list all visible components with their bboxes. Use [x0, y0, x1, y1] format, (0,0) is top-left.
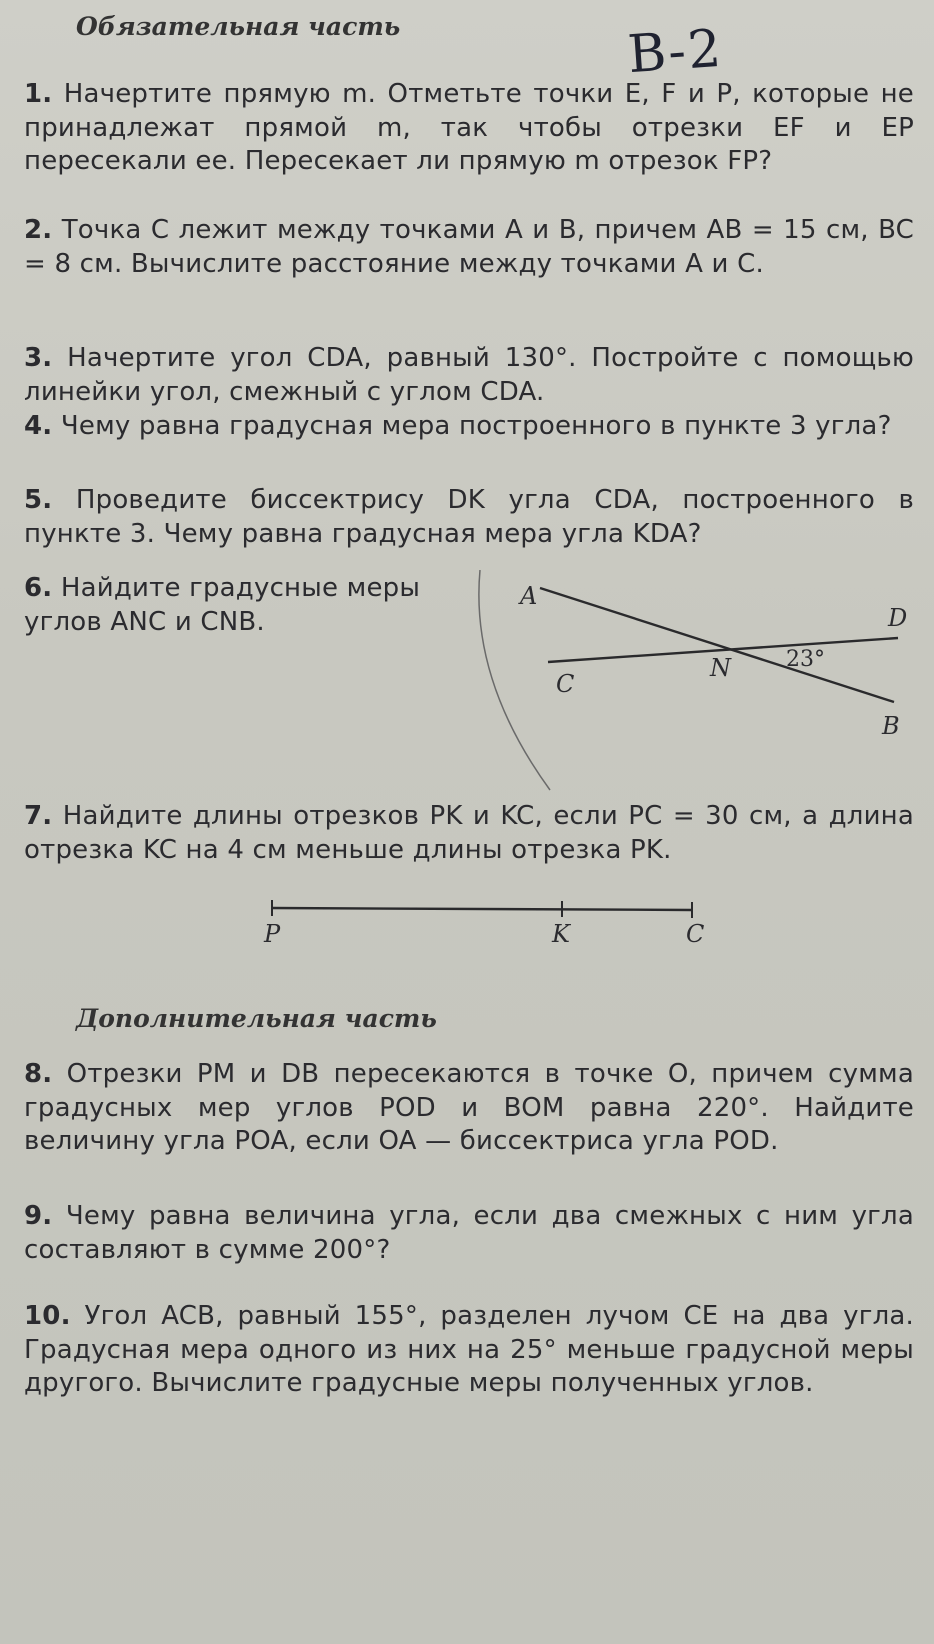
figure-7-segment-PC [250, 890, 710, 950]
task-text: Найдите длины отрезков PK и KC, если PC = 30 см, а длина отрезка KC на 4 см меньше длины отрезка PK. [24, 801, 914, 865]
task-10 [24, 1300, 914, 1401]
task-number: 5. [24, 485, 53, 515]
angle-label: 23° [786, 647, 825, 672]
task-9 [24, 1200, 914, 1267]
label-N: N [710, 654, 731, 682]
task-4 [24, 410, 914, 444]
task-3 [24, 342, 914, 409]
task-text: Начертите угол CDA, равный 130°. Постройте с помощью линейки угол, смежный с углом CDA. [24, 343, 915, 407]
task-text: Проведите биссектрису DK угла CDA, построенного в пункте 3. Чему равна градусная мера угла KDA? [24, 485, 915, 549]
task-text: Чему равна градусная мера построенного в пункте 3 угла? [60, 411, 892, 441]
line-AB [540, 588, 894, 702]
task-text: Начертите прямую m. Отметьте точки E, F и P, которые не принадлежат прямой m, так чтобы отрезки EF и EP пересекали ее. Пересекает ли прямую m отрезок FP? [24, 79, 914, 176]
task-number: 4. [24, 411, 53, 441]
task-5 [24, 484, 914, 551]
task-text: Точка C лежит между точками A и B, причем AB = 15 см, BC = 8 см. Вычислите расстояние между точками A и C. [24, 215, 914, 279]
section-title-additional: Дополнительная часть [76, 1004, 437, 1033]
figure-6-intersecting-lines [470, 570, 930, 800]
task-text: Чему равна величина угла, если два смежных с ним угла составляют в сумме 200°? [24, 1201, 914, 1265]
task-text: Найдите градусные меры углов ANC и CNB. [24, 573, 421, 637]
handwritten-variant-note: В-2 [626, 18, 725, 86]
task-number: 8. [24, 1059, 53, 1089]
task-number: 7. [24, 801, 53, 831]
label-K: K [552, 920, 570, 948]
label-A: A [520, 582, 538, 610]
task-1 [24, 78, 914, 179]
task-number: 1. [24, 79, 53, 109]
task-8 [24, 1058, 914, 1159]
task-text: Угол ACB, равный 155°, разделен лучом CE на два угла. Градусная мера одного из них на 25° меньше градусной меры другого. Вычислите градусные меры полученных углов. [24, 1301, 915, 1398]
task-number: 10. [24, 1301, 71, 1331]
label-D: D [888, 604, 908, 632]
task-text: Отрезки PM и DB пересекаются в точке O, причем сумма градусных мер углов POD и BOM равна 220°. Найдите величину угла POA, если OA — биссектриса угла POD. [24, 1059, 914, 1156]
label-P: P [264, 920, 281, 948]
label-B: B [882, 712, 900, 740]
section-title-required: Обязательная часть [76, 12, 401, 41]
segment-PC [272, 908, 692, 910]
task-number: 3. [24, 343, 53, 373]
arc-line [479, 570, 550, 790]
task-number: 9. [24, 1201, 53, 1231]
task-7 [24, 800, 914, 867]
task-number: 6. [24, 573, 53, 603]
label-C: C [686, 920, 705, 948]
task-6 [24, 572, 479, 639]
task-2 [24, 214, 914, 281]
task-number: 2. [24, 215, 53, 245]
label-C: C [556, 670, 575, 698]
